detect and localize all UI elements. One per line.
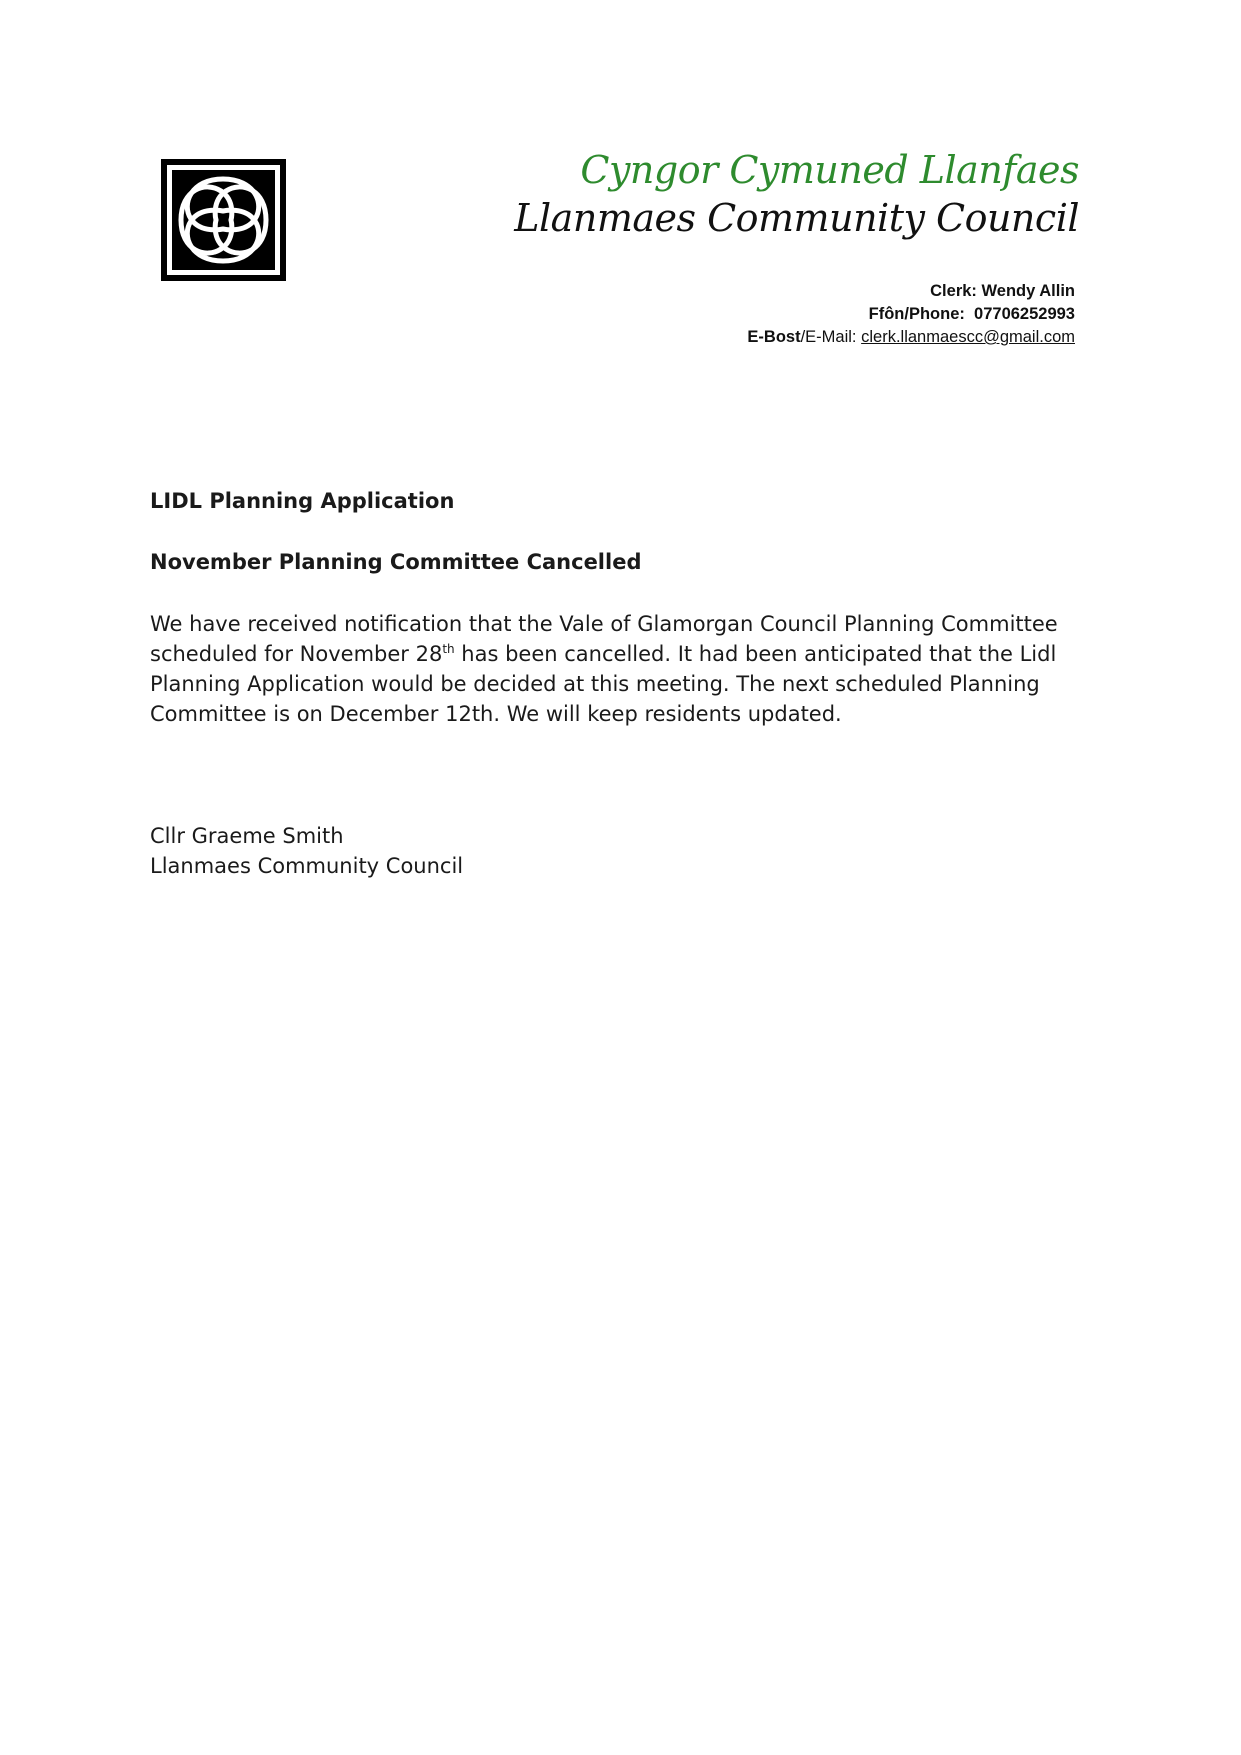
letter-body <box>150 487 1100 881</box>
signatory-name: Cllr Graeme Smith <box>150 824 344 848</box>
signature-block <box>150 821 1100 881</box>
email-line <box>747 326 1075 349</box>
paragraph-text-end: has been cancelled. It had been anticipated that the Lidl Planning Application would be decided at this meeting. The next scheduled Planning Committee is on December 12th. We will keep residents updated. <box>150 642 1057 726</box>
paragraph-text-start: We have received notification that the Vale of Glamorgan Council Planning Committee scheduled for November 28 <box>150 612 1058 666</box>
council-name-english: Llanmaes Community Council <box>514 196 1079 240</box>
contact-block <box>747 280 1075 349</box>
email-label-separator: /E-Mail: <box>800 328 857 346</box>
phone-number: 07706252993 <box>974 305 1075 323</box>
celtic-knot-icon <box>161 159 286 281</box>
ordinal-suffix: th <box>442 642 455 656</box>
email-link[interactable]: clerk.llanmaescc@gmail.com <box>861 328 1075 346</box>
email-label-welsh: E-Bost <box>747 328 801 346</box>
phone-line <box>747 303 1075 326</box>
signatory-organisation: Llanmaes Community Council <box>150 854 464 878</box>
phone-label: Ffôn/Phone: <box>868 305 965 323</box>
letter-subheading: November Planning Committee Cancelled <box>150 550 642 574</box>
letter-heading: LIDL Planning Application <box>150 489 455 513</box>
letter-paragraph <box>150 609 1100 729</box>
clerk-name: Clerk: Wendy Allin <box>930 282 1075 300</box>
council-name-welsh: Cyngor Cymuned Llanfaes <box>580 148 1079 192</box>
